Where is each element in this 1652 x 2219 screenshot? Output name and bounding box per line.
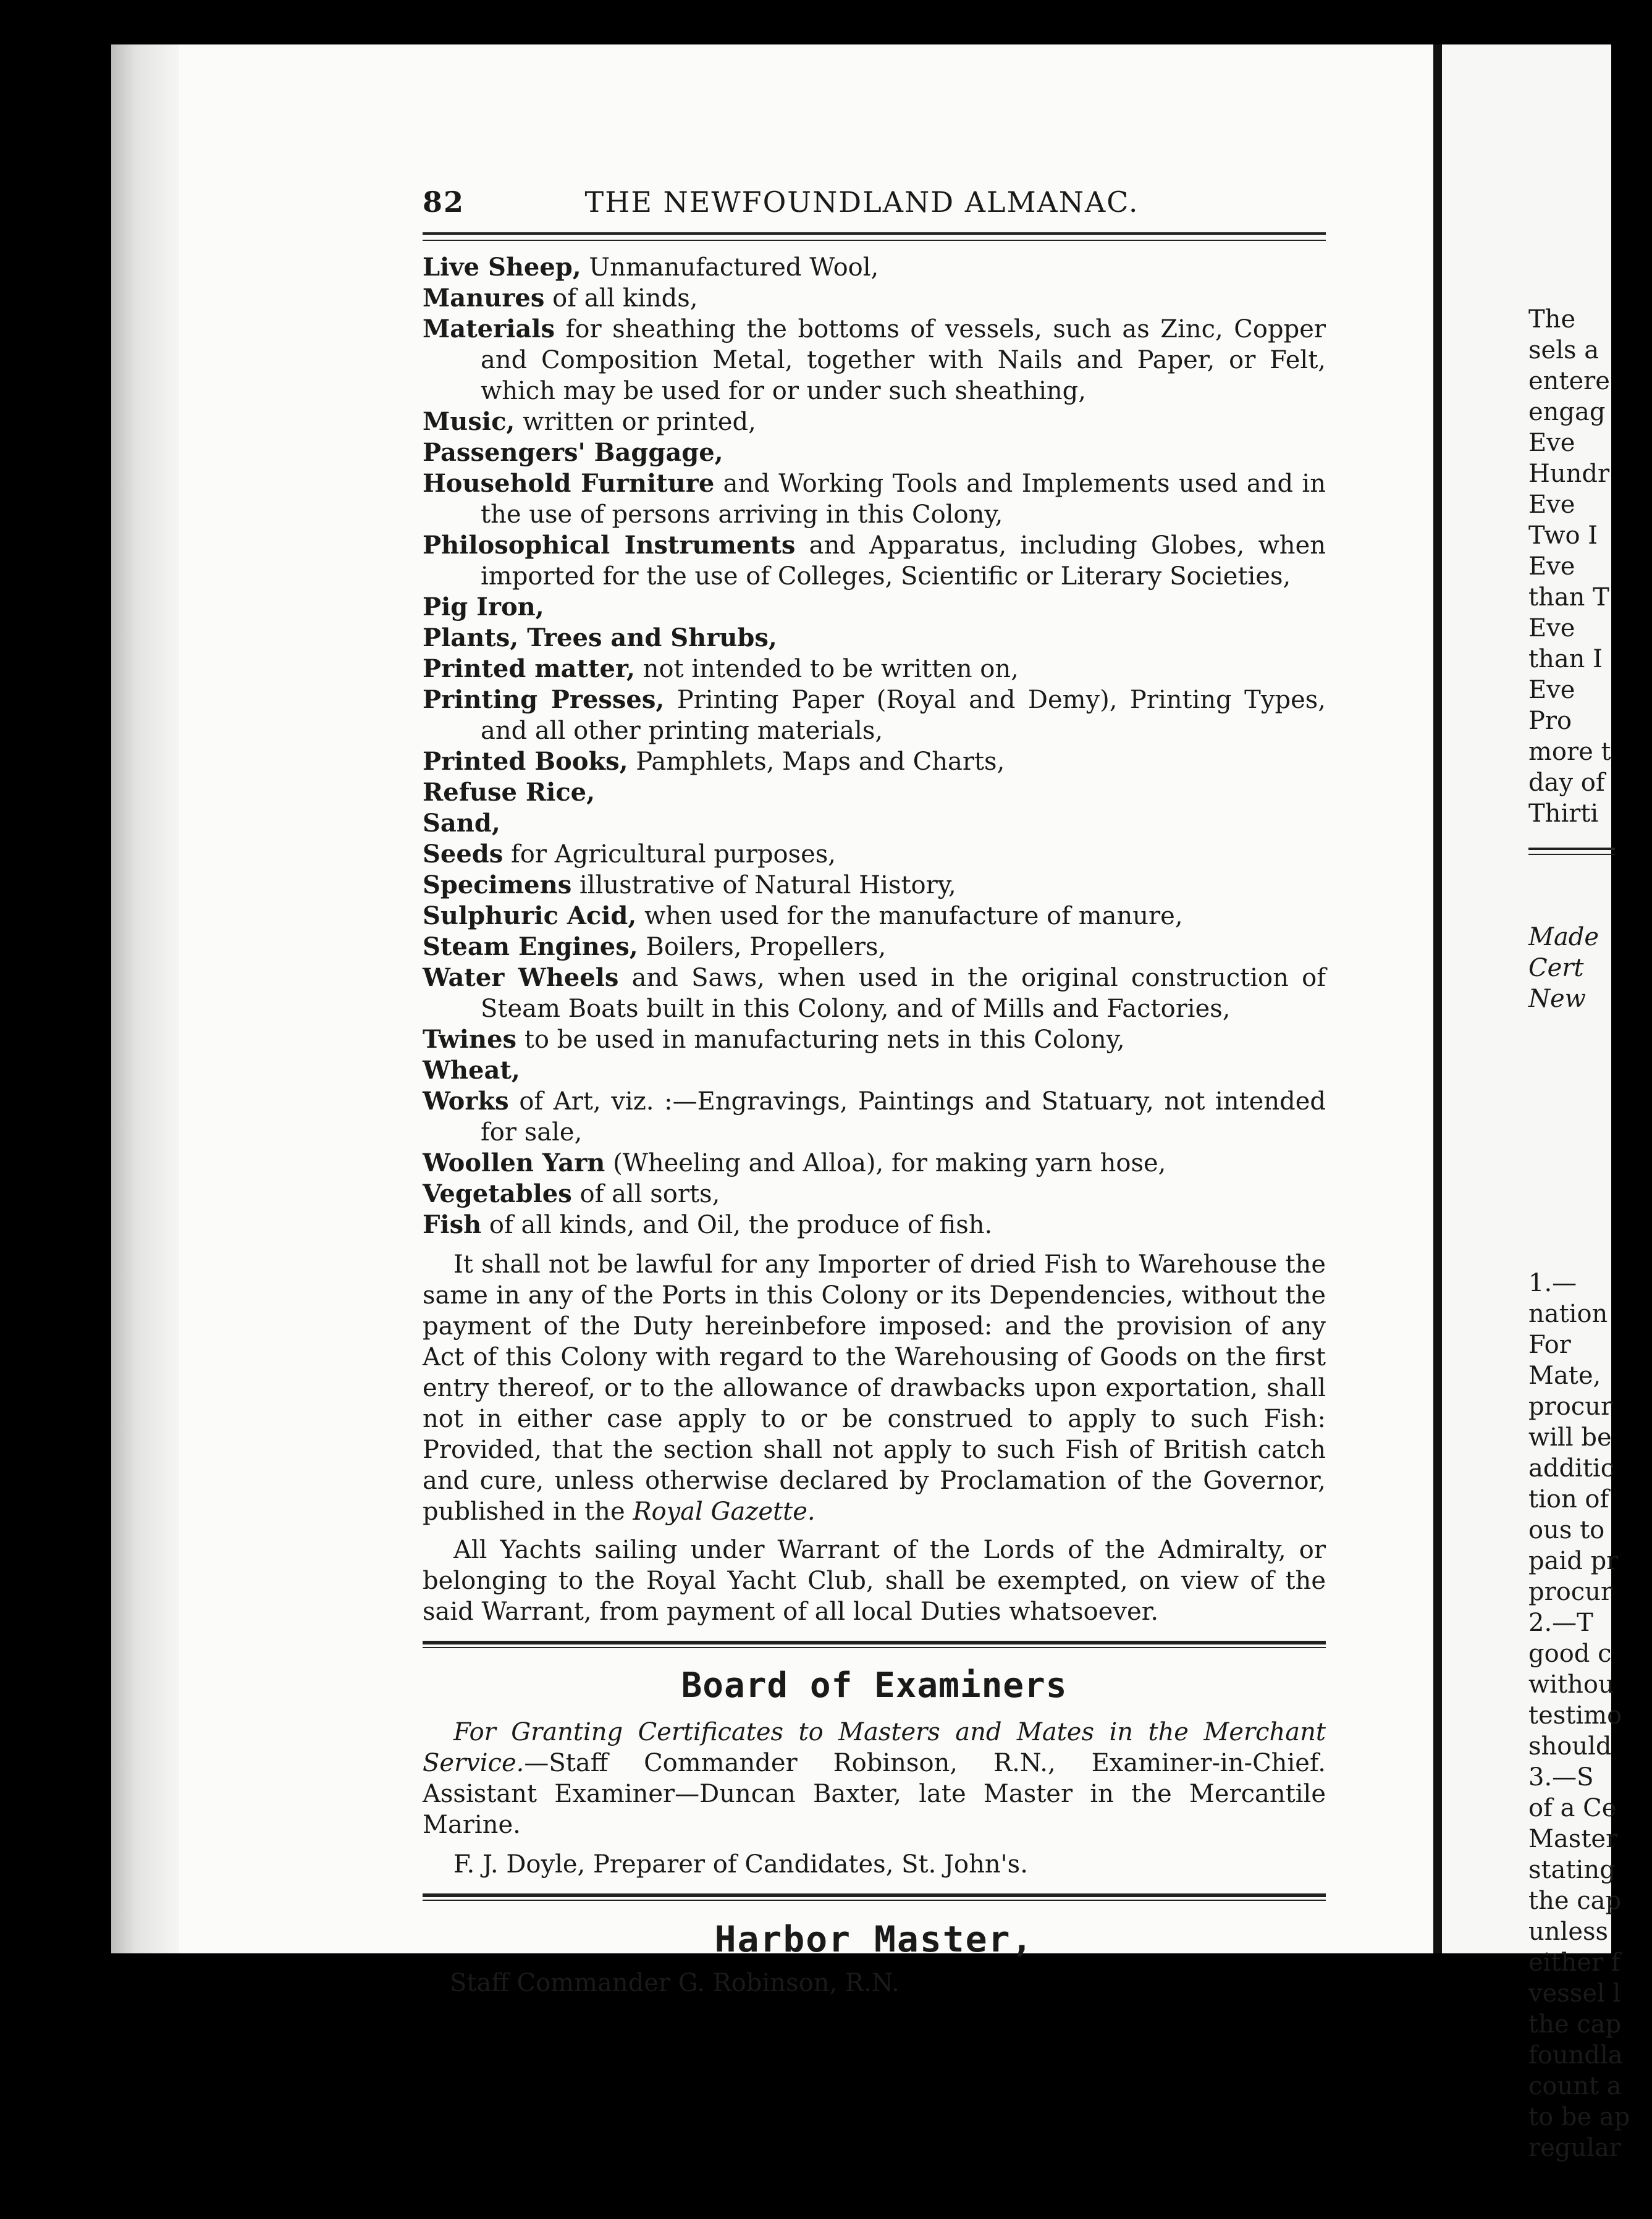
free-list-item <box>423 932 1326 962</box>
right-page-fragment: New <box>1528 985 1586 1013</box>
yachts-paragraph: All Yachts sailing under Warrant of the Lords of the Admiralty, or belonging to the Royal Yacht Club, shall be exempted, on view of the said Warrant, from payment of all local Duties whatsoever. <box>423 1536 1326 1626</box>
free-list-item-lead: Seeds <box>423 840 504 869</box>
harbor-title: Harbor Master, <box>714 1918 1034 1960</box>
free-list-item-lead: Printing Presses, <box>423 685 665 714</box>
right-page-fragment: the cap <box>1528 1887 1622 1915</box>
right-page-fragment: Eve <box>1528 614 1575 642</box>
free-list-item-rest: and Apparatus, including Globes, when imported for the use of Colleges, Scientific or Literary Societies, <box>481 531 1326 591</box>
right-page-text-block-2 <box>1528 922 1652 1014</box>
free-goods-list <box>423 252 1326 1240</box>
right-page-fragment: more t <box>1528 738 1611 766</box>
free-list-item-lead: Plants, Trees and Shrubs, <box>423 623 777 652</box>
free-list-item <box>423 654 1326 684</box>
free-list-item-lead: Live Sheep, <box>423 253 581 282</box>
running-title: THE NEWFOUNDLAND ALMANAC. <box>584 185 1139 219</box>
free-list-item-lead: Materials <box>423 314 555 343</box>
right-page <box>1442 44 1630 2162</box>
right-page-fragment: 1.— <box>1528 1269 1577 1297</box>
royal-gazette-italic: Royal Gazette. <box>633 1497 815 1526</box>
right-page-fragment: Made <box>1528 923 1599 951</box>
right-page-fragment: vessel l <box>1528 1979 1621 2008</box>
right-page-fragment: Eve <box>1528 429 1575 457</box>
right-page-fragment: Eve <box>1528 676 1575 704</box>
right-page-fragment: Eve <box>1528 491 1575 519</box>
right-page-rule <box>1528 848 1615 855</box>
right-page-fragment: foundla <box>1528 2041 1623 2070</box>
free-list-item-rest: written or printed, <box>515 408 756 436</box>
free-list-item-lead: Water Wheels <box>423 963 619 992</box>
free-list-item-rest: of all kinds, and Oil, the produce of fish. <box>481 1211 993 1239</box>
right-page-fragment: Eve <box>1528 552 1575 581</box>
free-list-item-lead: Pig Iron, <box>423 592 544 621</box>
right-page-fragment: testimo <box>1528 1701 1622 1730</box>
right-page-fragment: day of <box>1528 768 1605 797</box>
right-page-fragment: Thirti <box>1528 799 1599 828</box>
free-list-item-rest: Boilers, Propellers, <box>638 933 887 961</box>
free-list-item-lead: Specimens <box>423 870 572 899</box>
free-list-item <box>423 777 1326 808</box>
free-list-item <box>423 283 1326 314</box>
free-list-item <box>423 1055 1326 1086</box>
right-page-text-block-1 <box>1528 304 1652 829</box>
free-list-item <box>423 870 1326 901</box>
free-list-item-rest: of all sorts, <box>571 1180 720 1208</box>
free-list-item-lead: Music, <box>423 407 515 436</box>
right-page-fragment: either f <box>1528 1948 1620 1977</box>
free-list-item-rest: not intended to be written on, <box>634 655 1019 683</box>
warehouse-paragraph <box>423 1249 1326 1527</box>
right-page-fragment: should <box>1528 1732 1612 1761</box>
free-list-item <box>423 468 1326 530</box>
free-list-item-lead: Sand, <box>423 809 500 838</box>
free-list-item-rest: of all kinds, <box>544 284 698 313</box>
free-list-item-lead: Woollen Yarn <box>423 1148 605 1177</box>
header-rule <box>423 232 1326 241</box>
board-title: Board of Examiners <box>681 1665 1068 1706</box>
free-list-item <box>423 623 1326 654</box>
free-list-item <box>423 839 1326 870</box>
right-page-fragment: procur <box>1528 1578 1613 1606</box>
right-page-fragment: tion of <box>1528 1485 1609 1514</box>
right-page-fragment: than I <box>1528 645 1603 673</box>
right-page-fragment: Two I <box>1528 521 1598 550</box>
free-list-item <box>423 1179 1326 1210</box>
free-list-item <box>423 530 1326 592</box>
free-list-item-lead: Printed Books, <box>423 747 628 776</box>
right-page-fragment: than T <box>1528 583 1609 612</box>
right-page-fragment: of a Ce <box>1528 1794 1617 1822</box>
free-list-item <box>423 252 1326 283</box>
free-list-item-lead: Twines <box>423 1025 517 1054</box>
free-list-item-rest: (Wheeling and Alloa), for making yarn hose, <box>605 1149 1166 1177</box>
free-list-item-lead: Household Furniture <box>423 469 715 498</box>
board-intro-italic: For Granting Certificates to Masters and Mates in the Merchant Service. <box>423 1718 1326 1777</box>
right-page-fragment: to be ap <box>1528 2103 1630 2131</box>
free-list-item <box>423 314 1326 406</box>
free-list-item <box>423 684 1326 746</box>
right-page-fragment: Master <box>1528 1825 1618 1853</box>
free-list-item <box>423 962 1326 1024</box>
right-page-fragment: nation <box>1528 1300 1608 1328</box>
page-gutter <box>1433 44 1442 1953</box>
right-page-fragment: Mate, <box>1528 1362 1601 1390</box>
warehouse-paragraph-text: It shall not be lawful for any Importer of dried Fish to Warehouse the same in any of the Ports in this Colony or its Dependencies, without the payment of the Duty hereinbefore imposed: and the provision of any Act of this Colony with regard to the Warehousing of Goods on the first entry thereof, or to the allowance of drawbacks upon exportation, shall not in either case apply to or be construed to apply to such Fish: Provided, that the section shall not apply to such Fish of British catch and cure, unless otherwise declared by Proclamation of the Governor, published in the <box>423 1250 1326 1526</box>
page-content <box>423 185 1326 1998</box>
right-page-fragment: sels a <box>1528 336 1599 364</box>
right-page-fragment: unless <box>1528 1918 1609 1946</box>
free-list-item-rest: Printing Paper (Royal and Demy), Printing Types, and all other printing materials, <box>481 686 1326 745</box>
free-list-item <box>423 1148 1326 1179</box>
free-list-item-rest: when used for the manufacture of manure, <box>636 902 1183 930</box>
right-page-fragment: paid pr <box>1528 1547 1619 1575</box>
free-list-item-rest: for Agricultural purposes, <box>503 840 837 869</box>
right-page-fragment: engag <box>1528 398 1606 426</box>
page-number: 82 <box>423 185 465 219</box>
right-page-fragment: ous to <box>1528 1516 1605 1544</box>
right-page-fragment: stating <box>1528 1856 1616 1884</box>
free-list-item-rest: to be used in manufacturing nets in this Colony, <box>516 1025 1125 1054</box>
free-list-item-lead: Manures <box>423 284 545 313</box>
right-page-fragment: procur <box>1528 1392 1613 1421</box>
free-list-item <box>423 406 1326 437</box>
board-examiners-text <box>423 1717 1326 1840</box>
free-list-item-lead: Fish <box>423 1210 482 1239</box>
right-page-fragment: regular <box>1528 2134 1621 2162</box>
board-preparer: F. J. Doyle, Preparer of Candidates, St. John's. <box>453 1850 1028 1879</box>
free-list-item <box>423 1210 1326 1240</box>
right-page-fragment: Cert <box>1528 954 1584 982</box>
free-list-item-lead: Steam Engines, <box>423 932 638 961</box>
board-body: —Staff Commander Robinson, R.N., Examiner-in-Chief. Assistant Examiner—Duncan Baxter, late Master in the Mercantile Marine. <box>423 1749 1326 1839</box>
free-list-item-lead: Works <box>423 1087 509 1116</box>
free-list-item-lead: Wheat, <box>423 1056 520 1085</box>
free-list-item-lead: Philosophical Instruments <box>423 531 796 560</box>
right-page-fragment: entere <box>1528 367 1610 395</box>
right-page-text-block-3 <box>1528 1268 1652 2163</box>
free-list-item <box>423 901 1326 932</box>
free-list-item <box>423 592 1326 623</box>
harbor-master-name: Staff Commander G. Robinson, R.N. <box>450 1969 900 1997</box>
right-page-fragment: good c <box>1528 1640 1612 1668</box>
right-page-fragment: The <box>1528 305 1576 334</box>
harbor-rule <box>423 1893 1326 1901</box>
right-page-fragment: the cap <box>1528 2010 1622 2039</box>
right-page-fragment: Hundr <box>1528 460 1610 488</box>
free-list-item-rest: Pamphlets, Maps and Charts, <box>628 747 1005 776</box>
right-page-fragment: count a <box>1528 2072 1622 2100</box>
free-list-item-lead: Refuse Rice, <box>423 778 596 807</box>
free-list-item <box>423 1086 1326 1148</box>
free-list-item-lead: Printed matter, <box>423 654 635 683</box>
free-list-item-lead: Passengers' Baggage, <box>423 438 723 467</box>
right-page-fragment: Pro <box>1528 707 1572 735</box>
book-spine-shadow <box>111 44 179 1953</box>
free-list-item <box>423 808 1326 839</box>
free-list-item-rest: of Art, viz. :—Engravings, Paintings and Statuary, not intended for sale, <box>481 1087 1326 1147</box>
free-list-item-rest: for sheathing the bottoms of vessels, such as Zinc, Copper and Composition Metal, together with Nails and Paper, or Felt, which may be used for or under such sheathing, <box>481 315 1326 405</box>
free-list-item <box>423 746 1326 777</box>
right-page-fragment: will be <box>1528 1423 1612 1452</box>
free-list-item-rest: Unmanufactured Wool, <box>581 253 879 282</box>
running-head <box>423 185 1326 226</box>
right-page-fragment: withou <box>1528 1670 1614 1699</box>
free-list-item-rest: and Saws, when used in the original construction of Steam Boats built in this Colony, and of Mills and Factories, <box>481 964 1326 1023</box>
free-list-item-rest: illustrative of Natural History, <box>571 871 956 899</box>
free-list-item-lead: Vegetables <box>423 1179 572 1208</box>
board-rule <box>423 1641 1326 1648</box>
right-page-fragment: 3.—S <box>1528 1763 1594 1792</box>
free-list-item <box>423 437 1326 468</box>
right-page-fragment: additic <box>1528 1454 1615 1483</box>
right-page-fragment: For <box>1528 1331 1571 1359</box>
free-list-item <box>423 1024 1326 1055</box>
right-page-fragment: 2.—T <box>1528 1609 1593 1637</box>
free-list-item-lead: Sulphuric Acid, <box>423 901 637 930</box>
free-list-item-rest: and Working Tools and Implements used and in the use of persons arriving in this Colony, <box>481 469 1326 529</box>
